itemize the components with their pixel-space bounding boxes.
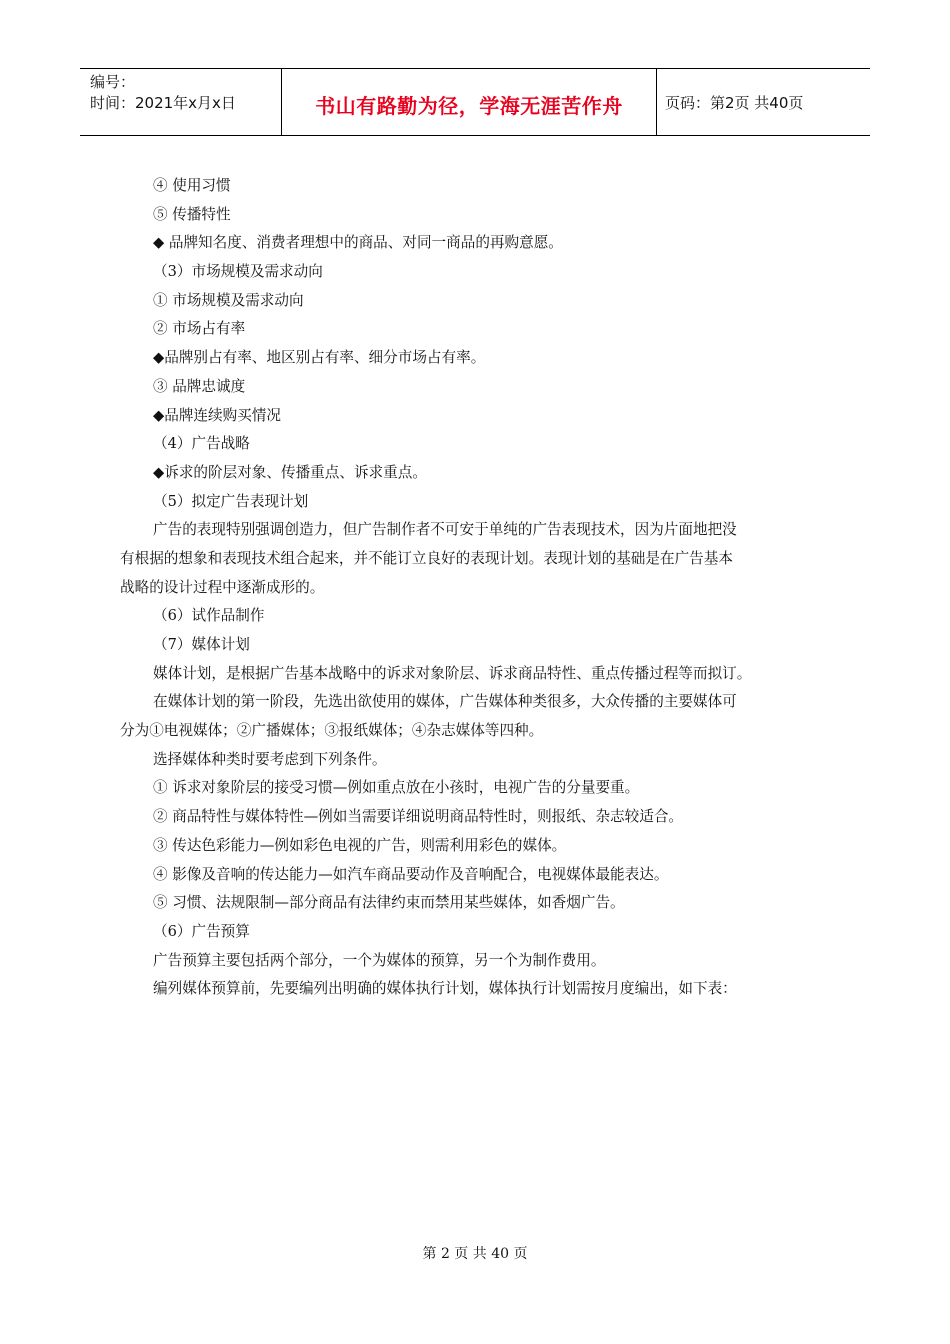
- section-heading: （6）广告预算: [153, 922, 250, 940]
- header-page-code: 页码：第2页 共40页: [665, 93, 804, 112]
- document-body: [120, 172, 832, 1004]
- section-heading: （7）媒体计划: [153, 636, 250, 653]
- list-item: ② 市场占有率: [153, 320, 246, 338]
- bullet-item: ◆品牌连续购买情况: [153, 406, 281, 424]
- page-footer: 第 2 页 共 40 页: [422, 1246, 528, 1262]
- header-info-cell: [80, 69, 282, 135]
- list-item: ④ 影像及音响的传达能力—如汽车商品要动作及音响配合，电视媒体最能表达。: [153, 865, 669, 883]
- paragraph-line: 广告的表现特别强调创造力，但广告制作者不可安于单纯的广告表现技术，因为片面地把没: [153, 521, 737, 539]
- list-item: ⑤ 传播特性: [153, 205, 231, 223]
- page-header: [80, 68, 870, 136]
- document-number-label: 编号：: [90, 73, 136, 91]
- section-heading: （6）试作品制作: [153, 607, 265, 625]
- list-item: ③ 品牌忠诚度: [153, 377, 246, 395]
- bullet-item: ◆品牌别占有率、地区别占有率、细分市场占有率。: [153, 349, 486, 367]
- section-heading: （3）市场规模及需求动向: [153, 263, 323, 281]
- list-item: ⑤ 习惯、法规限制—部分商品有法律约束而禁用某些媒体，如香烟广告。: [153, 894, 625, 912]
- list-item: ③ 传达色彩能力—例如彩色电视的广告，则需利用彩色的媒体。: [153, 836, 567, 854]
- paragraph-line: 在媒体计划的第一阶段，先选出欲使用的媒体，广告媒体种类很多，大众传播的主要媒体可: [153, 693, 737, 711]
- header-motto: 书山有路勤为径，学海无涯苦作舟: [315, 93, 623, 118]
- list-item: ④ 使用习惯: [153, 177, 231, 194]
- document-time-label: 时间：2021年x月x日: [90, 94, 236, 112]
- paragraph-line: 战略的设计过程中逐渐成形的。: [120, 578, 325, 596]
- bullet-item: ◆ 品牌知名度、消费者理想中的商品、对同一商品的再购意愿。: [153, 234, 563, 252]
- paragraph-line: 媒体计划，是根据广告基本战略中的诉求对象阶层、诉求商品特性、重点传播过程等而拟订。: [153, 664, 752, 682]
- paragraph-line: 选择媒体种类时要考虑到下列条件。: [153, 750, 387, 768]
- bullet-item: ◆诉求的阶层对象、传播重点、诉求重点。: [153, 463, 427, 481]
- section-heading: （5）拟定广告表现计划: [153, 492, 309, 510]
- paragraph-line: 编列媒体预算前，先要编列出明确的媒体执行计划，媒体执行计划需按月度编出，如下表：: [153, 980, 737, 998]
- header-motto-cell: [282, 69, 657, 135]
- paragraph-line: 有根据的想象和表现技术组合起来，并不能订立良好的表现计划。表现计划的基础是在广告基本: [120, 549, 733, 567]
- header-page-cell: [657, 69, 870, 135]
- list-item: ① 市场规模及需求动向: [153, 291, 304, 309]
- section-heading: （4）广告战略: [153, 435, 250, 453]
- list-item: ① 诉求对象阶层的接受习惯—例如重点放在小孩时，电视广告的分量要重。: [153, 779, 640, 797]
- list-item: ② 商品特性与媒体特性—例如当需要详细说明商品特性时，则报纸、杂志较适合。: [153, 808, 684, 826]
- paragraph-line: 广告预算主要包括两个部分，一个为媒体的预算，另一个为制作费用。: [153, 951, 606, 969]
- paragraph-line: 分为①电视媒体；②广播媒体；③报纸媒体；④杂志媒体等四种。: [120, 722, 544, 740]
